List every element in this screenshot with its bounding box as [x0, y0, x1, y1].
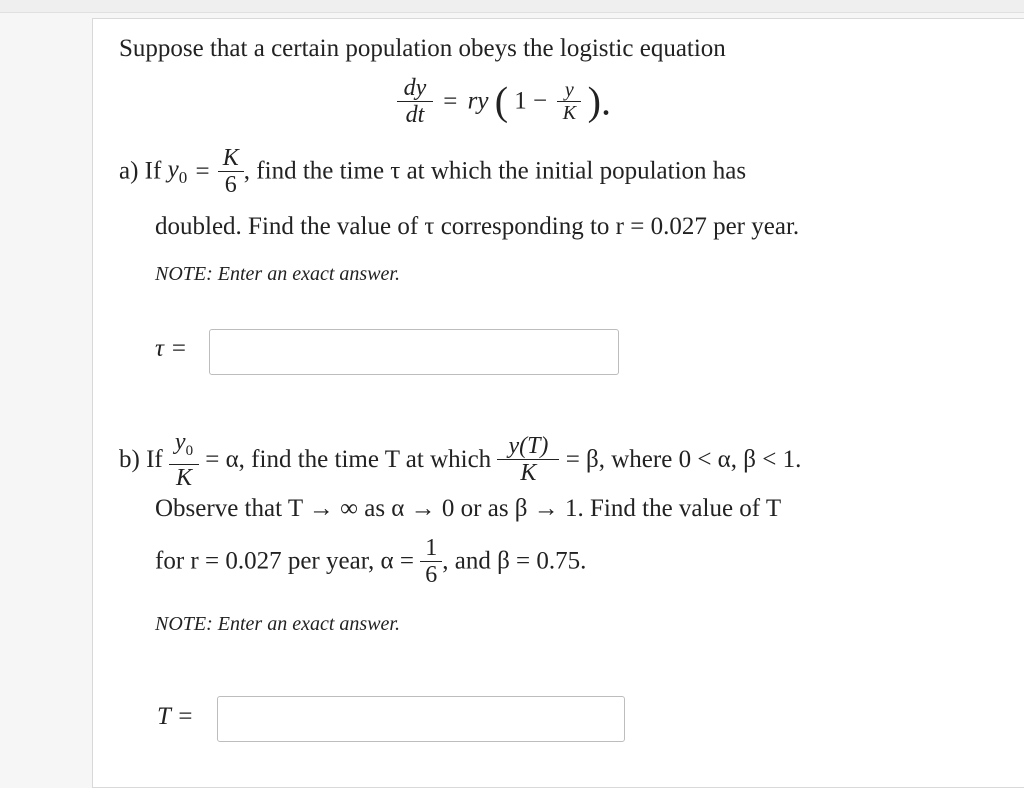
part-b-frac2-num: y(T) — [508, 433, 549, 460]
part-a-fraction — [218, 145, 244, 198]
part-a-text2: doubled. Find the value of τ corresponding to r = 0.027 per year. — [155, 213, 800, 240]
part-a-answer-label: τ = — [155, 335, 188, 362]
equation-lhs-fraction — [397, 75, 433, 128]
equation-open-paren: ( — [494, 78, 509, 124]
equation-lhs-den: dt — [397, 101, 433, 128]
part-b-frac3-num: 1 — [425, 535, 438, 561]
equation-one-minus: 1 − — [514, 87, 548, 115]
part-a-frac-den: 6 — [218, 171, 244, 198]
part-b-fraction2 — [497, 433, 559, 486]
part-b-line3-end: , and β = 0.75. — [442, 547, 587, 575]
part-b-end-text: = β, where 0 < α, β < 1. — [565, 445, 802, 473]
part-a-equals: = — [195, 157, 210, 185]
part-a-y0 — [167, 155, 188, 187]
part-b-frac1-num — [169, 429, 199, 464]
equation-close-paren: ). — [587, 78, 611, 124]
part-a-y0-subscript: 0 — [178, 167, 188, 187]
browser-top-strip — [0, 0, 1024, 13]
equation-inner-num: y — [564, 79, 574, 101]
part-b-mid-text: = α, find the time T at which — [205, 445, 492, 473]
part-a-comma: , — [243, 157, 251, 185]
intro-text: Suppose that a certain population obeys the logistic equation — [119, 35, 726, 62]
part-b-frac2-den: K — [497, 459, 559, 486]
logistic-equation — [397, 75, 611, 128]
equation-inner-den: K — [557, 101, 581, 124]
equation-lhs-num: dy — [403, 75, 427, 101]
part-b-frac3-den: 6 — [420, 561, 442, 588]
part-a-frac-num: K — [222, 145, 239, 171]
question-card — [92, 18, 1024, 788]
part-b-frac1-subscript: 0 — [185, 442, 194, 459]
part-b-line1 — [119, 429, 801, 491]
part-b-line3-start: for r = 0.027 per year, α = — [155, 547, 414, 575]
part-b-note: NOTE: Enter an exact answer. — [155, 613, 400, 635]
part-b-line2: Observe that T → ∞ as α → 0 or as β → 1. Find the value of T — [155, 495, 782, 522]
part-a-y0-symbol: y — [167, 155, 179, 183]
equation-ry: ry — [467, 87, 489, 115]
equation-equals: = — [443, 87, 458, 115]
part-a-text1: find the time τ at which the initial population has — [256, 157, 747, 185]
equation-inner-fraction — [557, 79, 581, 124]
part-b-answer-label: T = — [157, 703, 194, 730]
part-b-line3 — [155, 535, 586, 588]
part-b-frac1-den: K — [169, 464, 199, 491]
part-b-frac1-y: y — [174, 429, 186, 455]
part-a-label: a) If — [119, 157, 162, 185]
part-b-label: b) If — [119, 445, 163, 473]
part-a-note: NOTE: Enter an exact answer. — [155, 263, 400, 285]
part-b-fraction1 — [169, 429, 199, 491]
tau-answer-input[interactable] — [209, 329, 619, 375]
part-b-fraction3 — [420, 535, 442, 588]
t-answer-input[interactable] — [217, 696, 625, 742]
part-a-line1 — [119, 145, 746, 198]
